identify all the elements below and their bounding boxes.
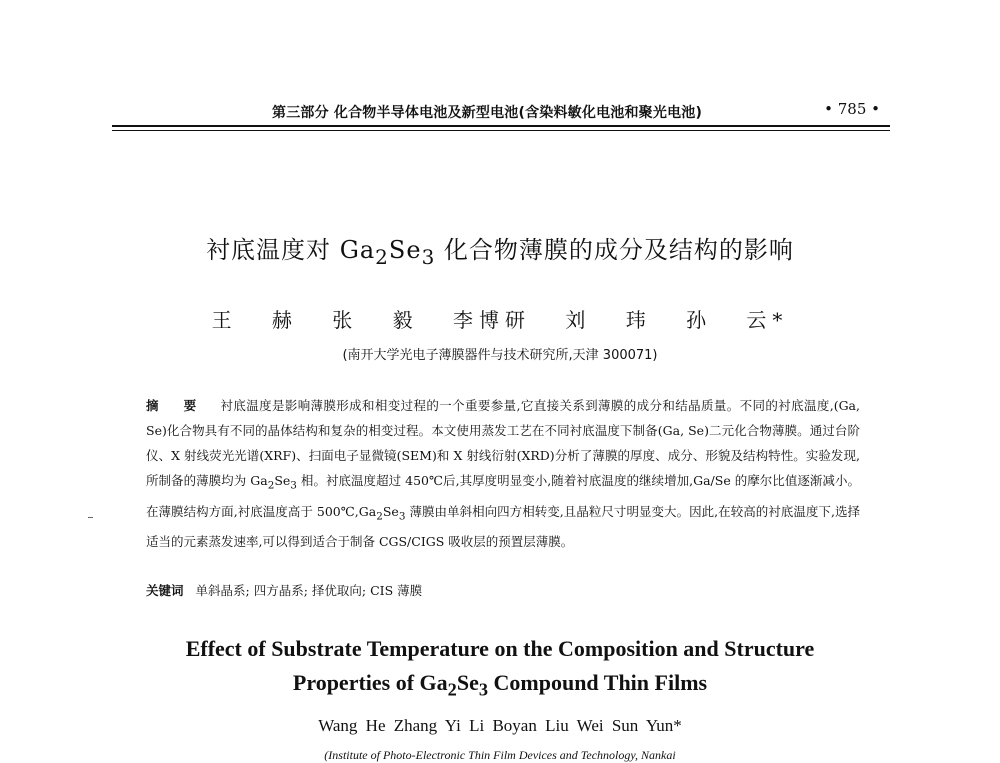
chinese-affiliation: (南开大学光电子薄膜器件与技术研究所,天津 300071) (342, 348, 658, 363)
running-header (112, 100, 890, 122)
header-rule-thin (112, 130, 890, 131)
keywords-label: 关键词 (146, 583, 184, 598)
english-title (0, 632, 1000, 706)
english-title-line1: Effect of Substrate Temperature on the Composition and Structure (185, 636, 815, 661)
chinese-authors: 王 赫 张 毅 李博研 刘 玮 孙 云* (211, 308, 789, 332)
scan-speck (88, 517, 93, 518)
chinese-title: 衬底温度对 $Ga_2Se_3$ 化合物薄膜的成分及结构的影响 (206, 236, 794, 269)
english-title-line2: Properties of $Ga_2Se_3$ Compound Thin Films (292, 670, 708, 700)
abstract-label: 摘 要 (146, 398, 207, 413)
keywords-text: 单斜晶系; 四方晶系; 择优取向; CIS 薄膜 (195, 583, 423, 598)
running-title: 第三部分 化合物半导体电池及新型电池(含染料敏化电池和聚光电池) (272, 105, 703, 121)
english-affiliation: (Institute of Photo-Electronic Thin Film Devices and Technology, Nankai (324, 748, 676, 762)
chinese-abstract: 摘 要 衬底温度是影响薄膜形成和相变过程的一个重要参量,它直接关系到薄膜的成分和结晶质量。不同的衬底温度,(Ga, Se)化合物具有不同的晶体结构和复杂的相变过程。本文使用蒸发工艺在不同衬底温度下制备(Ga, Se)二元化合物薄膜。通过台阶仪、X 射线荧光光谱(XRF)、扫面电子显微镜(SEM)和 X 射线衍射(XRD)分析了薄膜的厚度、成分、形貌及结构特性。实验发现,所制备的薄膜均为 $Ga_2Se_3$ 相。衬底温度超过 450℃后,其厚度明显变小,随着衬底温度的继续增加,Ga/Se 的摩尔比值逐渐减小。在薄膜结构方面,衬底温度高于 $500℃,Ga_2Se_3$ 薄膜由单斜相向四方相转变,且晶粒尺寸明显变大。因此,在较高的衬底温度下,选择适当的元素蒸发速率,可以得到适合于制备 CGS/CIGS 吸收层的预置层薄膜。 (146, 398, 860, 549)
english-authors: Wang He Zhang Yi Li Boyan Liu Wei Sun Yun* (318, 716, 682, 735)
chinese-keywords (146, 581, 860, 599)
header-rule-thick (112, 125, 890, 127)
page-number: • 785 • (824, 100, 880, 118)
